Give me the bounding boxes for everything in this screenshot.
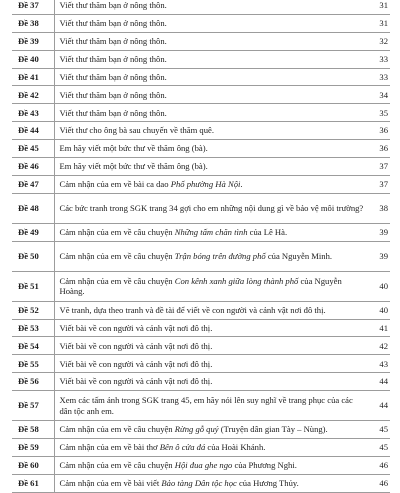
exercise-title: [54, 241, 366, 271]
title-text: Viết thư thăm bạn ở nông thôn.: [59, 35, 167, 46]
page-number: 44: [366, 391, 390, 421]
title-text: của Nguyễn Minh.: [265, 250, 333, 261]
work-title: Hội đua ghe ngo: [174, 460, 233, 471]
exercise-number: Đề 39: [12, 32, 54, 50]
exercise-number: Đề 57: [12, 391, 54, 421]
exercise-title: [54, 0, 366, 14]
title-text: Xem các tấm ảnh trong SGK trang 45, em hãy nói lên suy nghĩ về trang phục của các dân tộc anh em.: [59, 395, 353, 416]
exercise-number: Đề 48: [12, 193, 54, 223]
exercise-title: [54, 14, 366, 32]
page-number: 31: [366, 0, 390, 14]
title-text: của Hương Thủy.: [236, 478, 299, 488]
exercise-title: [54, 391, 366, 421]
exercise-number: Đề 40: [12, 50, 54, 68]
exercise-number: Đề 55: [12, 355, 54, 373]
table-row: [12, 193, 390, 223]
title-text: (Truyện dân gian Tày – Nùng).: [218, 424, 328, 435]
page-number: 39: [366, 241, 390, 271]
exercise-number: Đề 59: [12, 439, 54, 457]
exercise-number: Đề 54: [12, 337, 54, 355]
table-row: [12, 223, 390, 241]
page-number: 44: [366, 373, 390, 391]
work-title: Con kênh xanh giữa lòng thành phố: [174, 275, 299, 286]
table-row: [12, 391, 390, 421]
exercise-number: Đề 50: [12, 241, 54, 271]
exercise-number: Đề 43: [12, 104, 54, 122]
table-row: [12, 86, 390, 104]
table-row: [12, 68, 390, 86]
title-text: của Nguyễn Hoàng.: [59, 275, 342, 297]
exercise-title: [54, 32, 366, 50]
work-title: Rừng gỗ quý: [174, 424, 219, 435]
exercise-number: Đề 44: [12, 122, 54, 140]
exercise-title: [54, 456, 366, 474]
page-number: 37: [366, 158, 390, 176]
page-number: 37: [366, 175, 390, 193]
exercise-title: [54, 439, 366, 457]
title-text: .: [240, 179, 243, 190]
exercise-number: Đề 37: [12, 0, 54, 14]
title-text: của Lê Hà.: [247, 226, 288, 237]
exercise-number: Đề 38: [12, 14, 54, 32]
title-text: Em hãy viết một bức thư về thăm ông (bà).: [59, 161, 208, 172]
page-number: 34: [366, 86, 390, 104]
title-text: Viết thư thăm bạn ở nông thôn.: [59, 107, 167, 118]
title-text: của Phương Nghi.: [232, 460, 297, 471]
exercise-number: Đề 51: [12, 271, 54, 301]
table-row: [12, 421, 390, 439]
exercise-title: [54, 86, 366, 104]
table-row: [12, 355, 390, 373]
table-row: [12, 0, 390, 14]
exercise-number: Đề 47: [12, 175, 54, 193]
page-number: 33: [366, 50, 390, 68]
page-number: 39: [366, 223, 390, 241]
exercise-title: [54, 373, 366, 391]
table-row: [12, 50, 390, 68]
page-number: 40: [366, 301, 390, 319]
table-row: [12, 301, 390, 319]
title-text: Cảm nhận của em về câu chuyện: [59, 226, 175, 237]
exercise-title: [54, 271, 366, 301]
work-title: Phố phường Hà Nội: [170, 179, 241, 190]
page-number: 46: [366, 474, 390, 492]
table-row: [12, 373, 390, 391]
exercise-title: [54, 223, 366, 241]
exercise-title: [54, 68, 366, 86]
exercise-number: Đề 60: [12, 456, 54, 474]
exercise-title: [54, 104, 366, 122]
title-text: Cảm nhận của em về câu chuyện: [59, 460, 175, 471]
page-number: 40: [366, 271, 390, 301]
exercise-title: [54, 474, 366, 492]
title-text: Viết thư thăm bạn ở nông thôn.: [59, 71, 167, 82]
page-number: 43: [366, 355, 390, 373]
page-number: 32: [366, 32, 390, 50]
exercise-number: Đề 45: [12, 140, 54, 158]
title-text: Cảm nhận của em về câu chuyện: [59, 250, 175, 261]
page-number: 45: [366, 421, 390, 439]
title-text: Viết thư thăm bạn ở nông thôn.: [59, 53, 167, 64]
table-row: [12, 456, 390, 474]
title-text: Viết bài về con người và cảnh vật nơi đô thị.: [59, 340, 213, 351]
exercise-title: [54, 50, 366, 68]
exercise-title: [54, 193, 366, 223]
title-text: Viết bài về con người và cảnh vật nơi đô thị.: [59, 358, 213, 369]
page-number: 31: [366, 14, 390, 32]
title-text: Vẽ tranh, dựa theo tranh và đề tài để viết về con người và cảnh vật nơi đô thị.: [59, 304, 326, 315]
exercise-title: [54, 158, 366, 176]
exercise-number: Đề 58: [12, 421, 54, 439]
title-text: Cảm nhận của em về bài thơ: [59, 442, 160, 453]
page-number: 45: [366, 439, 390, 457]
title-text: Cảm nhận của em về bài viết: [59, 478, 162, 488]
contents-table: [12, 0, 390, 493]
title-text: Viết thư thăm bạn ở nông thôn.: [59, 18, 167, 29]
contents-table-body: [12, 0, 390, 492]
title-text: Viết thư cho ông bà sau chuyến về thăm quê.: [59, 125, 214, 136]
page-number: 36: [366, 122, 390, 140]
exercise-title: [54, 301, 366, 319]
exercise-number: Đề 46: [12, 158, 54, 176]
work-title: Bảo tàng Dân tộc học: [161, 478, 237, 488]
table-row: [12, 14, 390, 32]
table-row: [12, 271, 390, 301]
page-number: 38: [366, 193, 390, 223]
work-title: Những tấm chăn tình: [174, 226, 248, 237]
page-number: 35: [366, 104, 390, 122]
work-title: Bên ô cửa đá: [159, 442, 206, 453]
exercise-number: Đề 42: [12, 86, 54, 104]
page-number: 41: [366, 319, 390, 337]
exercise-title: [54, 140, 366, 158]
table-row: [12, 241, 390, 271]
title-text: Cảm nhận của em về câu chuyện: [59, 275, 175, 286]
title-text: Viết bài về con người và cảnh vật nơi đô thị.: [59, 322, 213, 333]
exercise-number: Đề 61: [12, 474, 54, 492]
exercise-number: Đề 53: [12, 319, 54, 337]
page-number: 36: [366, 140, 390, 158]
title-text: Các bức tranh trong SGK trang 34 gợi cho em những nội dung gì về bảo vệ môi trường?: [59, 203, 364, 214]
title-text: Cảm nhận của em về câu chuyện: [59, 424, 175, 435]
table-row: [12, 158, 390, 176]
title-text: Viết thư thăm bạn ở nông thôn.: [59, 0, 167, 11]
table-row: [12, 337, 390, 355]
exercise-title: [54, 122, 366, 140]
table-row: [12, 474, 390, 492]
exercise-title: [54, 421, 366, 439]
exercise-number: Đề 41: [12, 68, 54, 86]
exercise-title: [54, 355, 366, 373]
table-row: [12, 122, 390, 140]
title-text: của Hoài Khánh.: [205, 442, 266, 453]
table-row: [12, 32, 390, 50]
page-number: 33: [366, 68, 390, 86]
exercise-title: [54, 175, 366, 193]
exercise-title: [54, 319, 366, 337]
title-text: Em hãy viết một bức thư về thăm ông (bà).: [59, 143, 208, 154]
exercise-number: Đề 56: [12, 373, 54, 391]
table-row: [12, 140, 390, 158]
table-row: [12, 439, 390, 457]
exercise-number: Đề 52: [12, 301, 54, 319]
page-number: 46: [366, 456, 390, 474]
title-text: Viết bài về con người và cảnh vật nơi đô thị.: [59, 376, 213, 387]
table-row: [12, 104, 390, 122]
work-title: Trận bóng trên đường phố: [174, 250, 266, 261]
table-row: [12, 319, 390, 337]
table-row: [12, 175, 390, 193]
title-text: Cảm nhận của em về bài ca dao: [59, 179, 171, 190]
exercise-title: [54, 337, 366, 355]
title-text: Viết thư thăm bạn ở nông thôn.: [59, 89, 167, 100]
page-number: 42: [366, 337, 390, 355]
exercise-number: Đề 49: [12, 223, 54, 241]
